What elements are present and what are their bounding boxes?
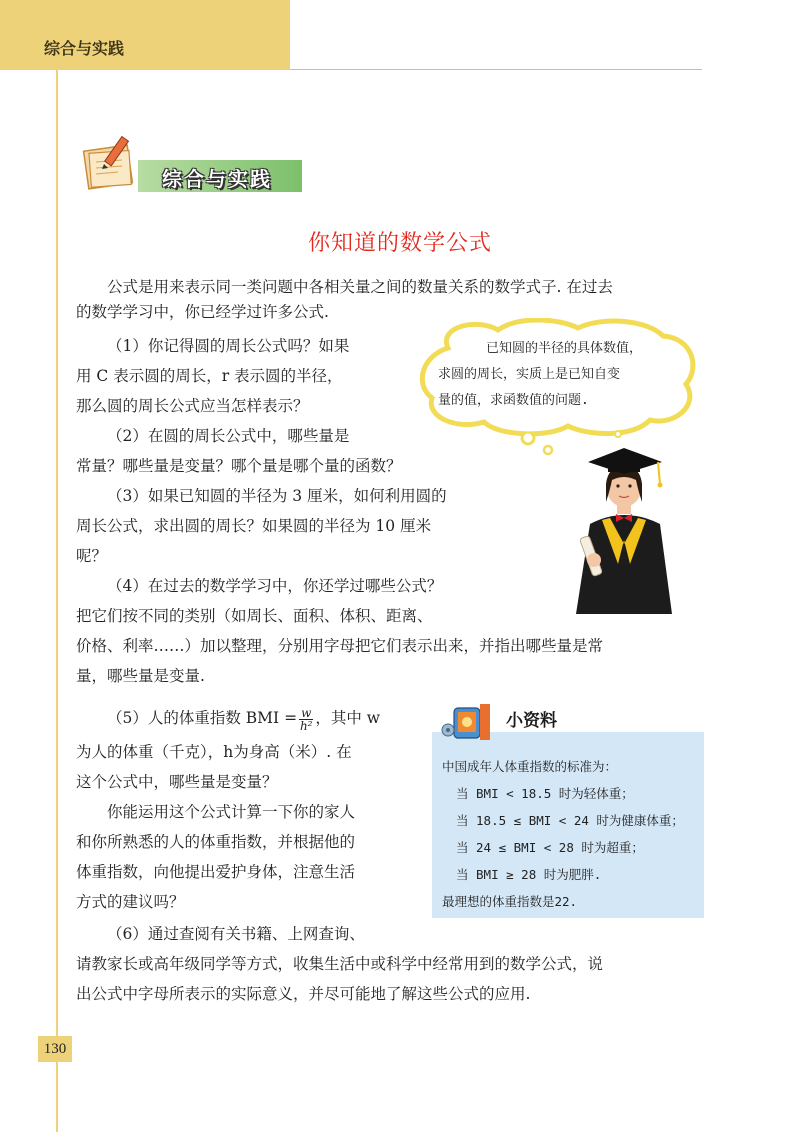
q4-line-4: 量，哪些量是变量. [76, 667, 205, 685]
q4-line-3: 价格、利率……）加以整理，分别用字母把它们表示出来，并指出哪些量是常 [76, 637, 604, 655]
q2-line-2: 常量？哪些量是变量？哪个量是哪个量的函数？ [76, 457, 402, 475]
q3-line-1: （3）如果已知圆的半径为 3 厘米，如何利用圆的 [107, 487, 447, 505]
q3-line-2: 周长公式，求出圆的周长？如果圆的半径为 10 厘米 [76, 517, 432, 535]
cloud-line-1: 已知圆的半径的具体数值， [486, 341, 643, 356]
q5b-line-4: 方式的建议吗？ [76, 893, 185, 911]
info-line-5: 当 BMI ≥ 28 时为肥胖. [456, 867, 602, 882]
cloud-line-2: 求圆的周长，实质上是已知自变 [438, 367, 621, 382]
info-title: 小资料 [506, 711, 557, 731]
q1-line-3: 那么圆的周长公式应当怎样表示？ [76, 397, 309, 415]
q4-line-2: 把它们按不同的类别（如周长、面积、体积、距离、 [76, 607, 433, 625]
page-title: 你知道的数学公式 [307, 231, 492, 256]
q6-paragraph [76, 922, 365, 947]
q2-paragraph [76, 424, 349, 449]
bmi-fraction [299, 707, 313, 732]
info-line-6: 最理想的体重指数是22. [442, 894, 578, 909]
header-section-label: 综合与实践 [44, 39, 125, 58]
q5-line-1b: ，其中 w [315, 709, 381, 727]
info-line-1: 中国成年人体重指数的标准为： [442, 759, 618, 774]
info-line-2: 当 BMI < 18.5 时为轻体重； [456, 786, 634, 801]
q5b-line-2: 和你所熟悉的人的体重指数，并根据他的 [76, 833, 356, 851]
graduate-student-illustration [568, 444, 680, 614]
intro-paragraph [76, 275, 706, 300]
projector-icon [440, 700, 496, 746]
q5-line-3: 这个公式中，哪些量是变量？ [76, 773, 278, 791]
q6-line-1: （6）通过查阅有关书籍、上网查询、 [107, 925, 365, 943]
intro-line-1: 公式是用来表示同一类问题中各相关量之间的数量关系的数学式子. 在过去 [107, 278, 613, 296]
header-tab [0, 0, 290, 70]
notebook-pencil-icon [78, 132, 142, 194]
cloud-text [438, 336, 694, 414]
q5-line-2: 为人的体重（千克），h为身高（米）. 在 [76, 743, 352, 761]
q4-paragraph [76, 574, 442, 599]
q3-line-3: 呢？ [76, 547, 108, 565]
q1-paragraph [76, 334, 349, 359]
q5-line-1a: （5）人的体重指数 BMI = [107, 709, 298, 727]
q5b-line-3: 体重指数，向他提出爱护身体，注意生活 [76, 863, 356, 881]
q6-line-3: 出公式中字母所表示的实际意义，并尽可能地了解这些公式的应用. [76, 985, 531, 1003]
q1-line-1: （1）你记得圆的周长公式吗？如果 [107, 337, 350, 355]
q5b-paragraph [76, 800, 355, 825]
q5b-line-1: 你能运用这个公式计算一下你的家人 [107, 803, 356, 821]
section-banner [138, 160, 302, 192]
cloud-line-3: 量的值，求函数值的问题. [438, 393, 589, 408]
info-line-4: 当 24 ≤ BMI < 28 时为超重； [456, 840, 644, 855]
bmi-fraction-denominator: h² [299, 718, 313, 733]
page-number: 130 [38, 1036, 72, 1062]
intro-line-2: 的数学学习中，你已经学过许多公式. [76, 303, 329, 321]
q4-line-1: （4）在过去的数学学习中，你还学过哪些公式？ [107, 577, 443, 595]
thought-bubble-dots [510, 432, 570, 462]
q3-paragraph [76, 484, 447, 509]
info-line-3: 当 18.5 ≤ BMI < 24 时为健康体重； [456, 813, 684, 828]
q6-line-2: 请教家长或高年级同学等方式，收集生活中或科学中经常用到的数学公式，说 [76, 955, 604, 973]
q1-line-2: 用 C 表示圆的周长，r 表示圆的半径， [76, 367, 343, 385]
bmi-fraction-numerator: w [301, 705, 312, 720]
q2-line-1: （2）在圆的周长公式中，哪些量是 [107, 427, 350, 445]
section-banner-label: 综合与实践 [162, 167, 272, 191]
header-rule [290, 69, 702, 70]
q5-paragraph [76, 706, 380, 732]
